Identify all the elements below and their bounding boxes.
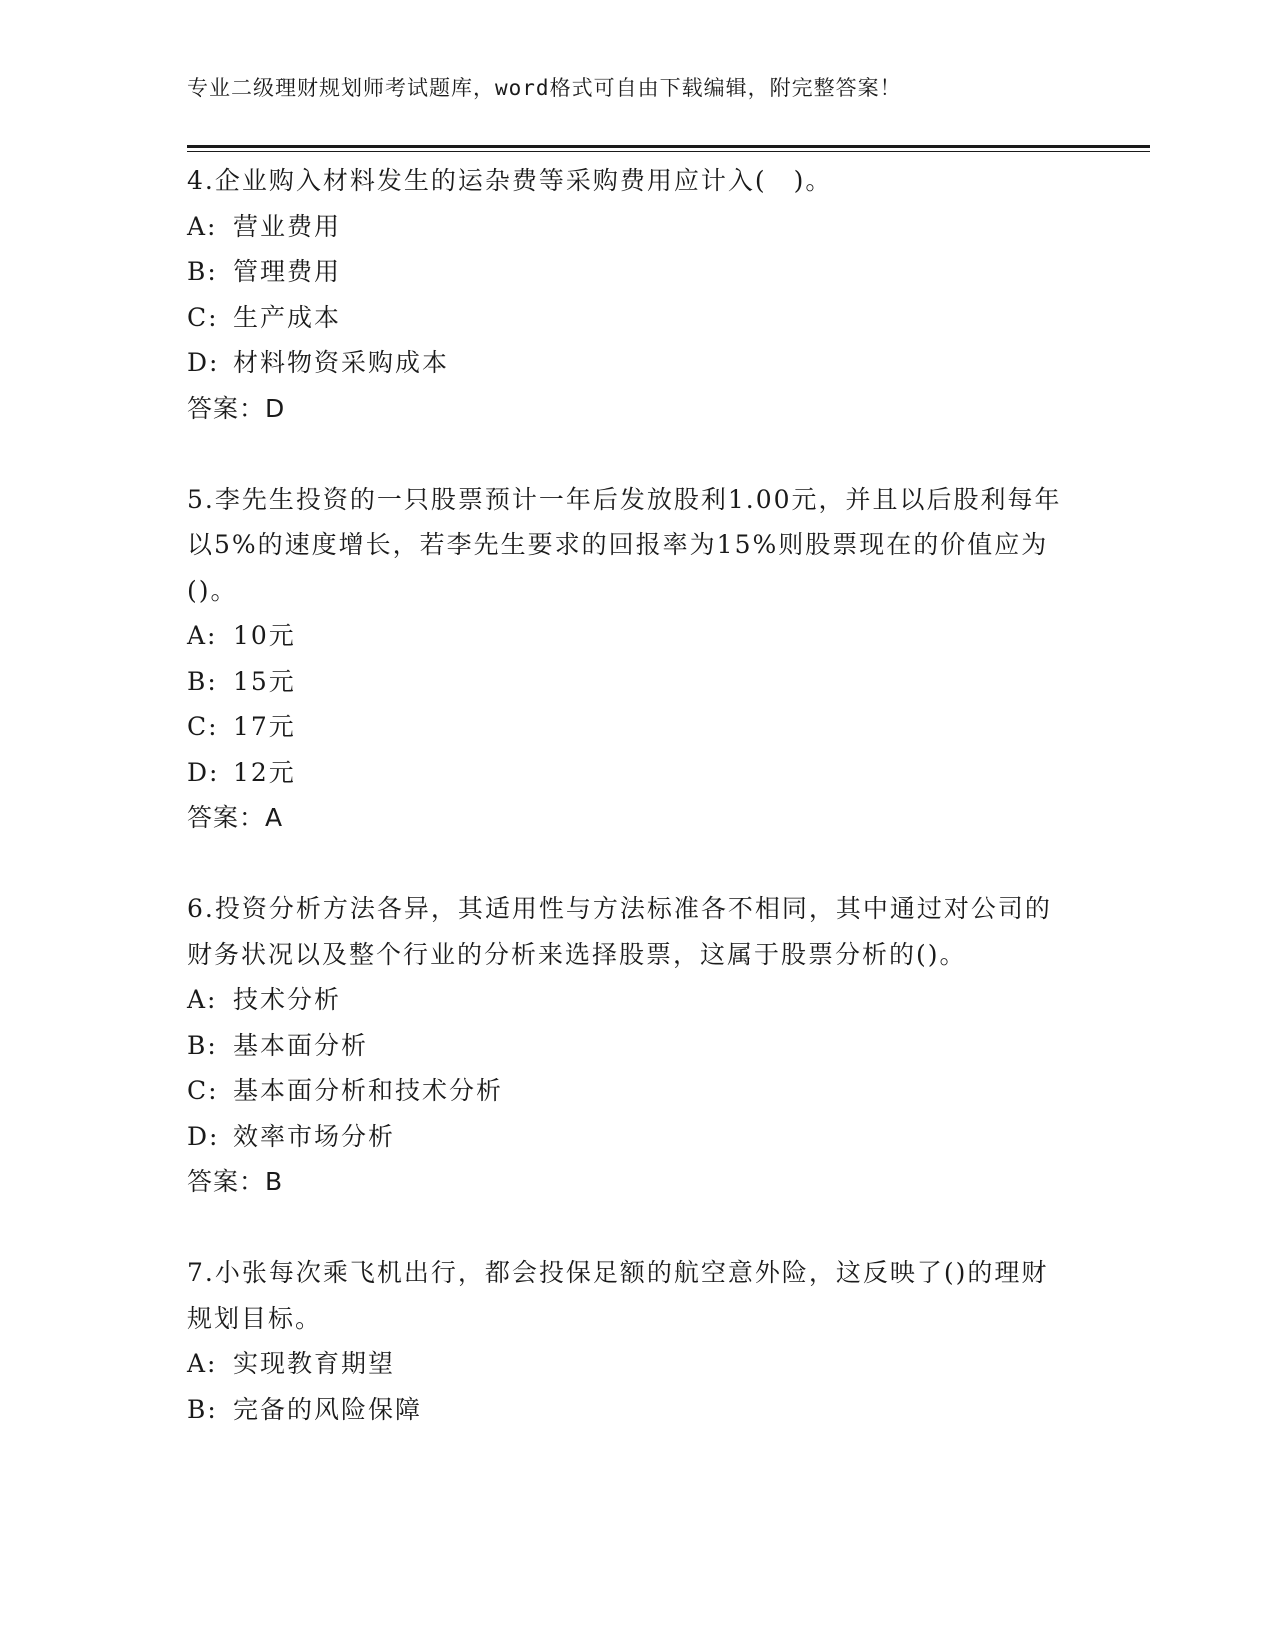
- option-key: B:: [187, 1394, 218, 1424]
- question-4: [187, 158, 1067, 431]
- question-stem: 4.企业购入材料发生的运杂费等采购费用应计入( )。: [187, 166, 833, 195]
- option-text: 10元: [233, 621, 296, 650]
- answer-line: 答案：A: [187, 803, 284, 832]
- option-c: [187, 704, 1067, 750]
- header-rule-thick: [187, 145, 1150, 148]
- option-b: [187, 1023, 1067, 1069]
- question-stem: 7.小张每次乘飞机出行，都会投保足额的航空意外险，这反映了()的理财规划目标。: [187, 1258, 1049, 1333]
- option-a: [187, 613, 1067, 659]
- option-key: D:: [187, 348, 220, 377]
- option-key: D:: [187, 757, 220, 787]
- option-key: A:: [187, 985, 218, 1014]
- option-key: A:: [187, 211, 218, 241]
- question-6: [187, 886, 1067, 1205]
- option-text: 基本面分析和技术分析: [233, 1076, 504, 1105]
- header-rule-thin: [187, 151, 1150, 152]
- option-a: [187, 1341, 1067, 1387]
- option-text: 管理费用: [233, 257, 342, 286]
- option-text: 17元: [233, 712, 296, 741]
- option-text: 生产成本: [233, 302, 342, 332]
- option-key: D:: [187, 1121, 220, 1151]
- option-text: 材料物资采购成本: [233, 348, 450, 377]
- option-text: 效率市场分析: [233, 1121, 396, 1151]
- option-text: 技术分析: [233, 985, 342, 1014]
- option-key: B:: [187, 1030, 218, 1060]
- option-b: [187, 659, 1067, 705]
- question-stem: 5.李先生投资的一只股票预计一年后发放股利1.00元，并且以后股利每年以5%的速度增长，若李先生要求的回报率为15%则股票现在的价值应为()。: [187, 484, 1062, 605]
- document-header: 专业二级理财规划师考试题库，word格式可自由下载编辑，附完整答案！: [187, 76, 902, 100]
- option-d: [187, 1114, 1067, 1160]
- option-key: A:: [187, 621, 218, 650]
- option-text: 完备的风险保障: [233, 1394, 423, 1424]
- option-key: B:: [187, 257, 218, 286]
- option-c: [187, 1068, 1067, 1114]
- option-c: [187, 295, 1067, 341]
- option-text: 基本面分析: [233, 1030, 369, 1060]
- option-text: 15元: [233, 666, 296, 696]
- option-key: A:: [187, 1349, 218, 1378]
- option-key: C:: [187, 302, 219, 332]
- option-key: C:: [187, 1076, 219, 1105]
- option-key: B:: [187, 666, 218, 696]
- option-d: [187, 340, 1067, 386]
- option-d: [187, 750, 1067, 796]
- option-text: 12元: [233, 757, 296, 787]
- option-text: 实现教育期望: [233, 1349, 396, 1378]
- question-stem: 6.投资分析方法各异，其适用性与方法标准各不相同，其中通过对公司的财务状况以及整个行业的分析来选择股票，这属于股票分析的()。: [187, 894, 1052, 969]
- option-text: 营业费用: [233, 211, 342, 241]
- question-list: [187, 158, 1067, 1432]
- answer-line: 答案：B: [187, 1167, 284, 1196]
- option-a: [187, 977, 1067, 1023]
- option-b: [187, 1387, 1067, 1433]
- option-key: C:: [187, 712, 219, 741]
- answer-line: 答案：D: [187, 393, 286, 423]
- question-7: [187, 1250, 1067, 1432]
- question-5: [187, 477, 1067, 841]
- option-a: [187, 204, 1067, 250]
- option-b: [187, 249, 1067, 295]
